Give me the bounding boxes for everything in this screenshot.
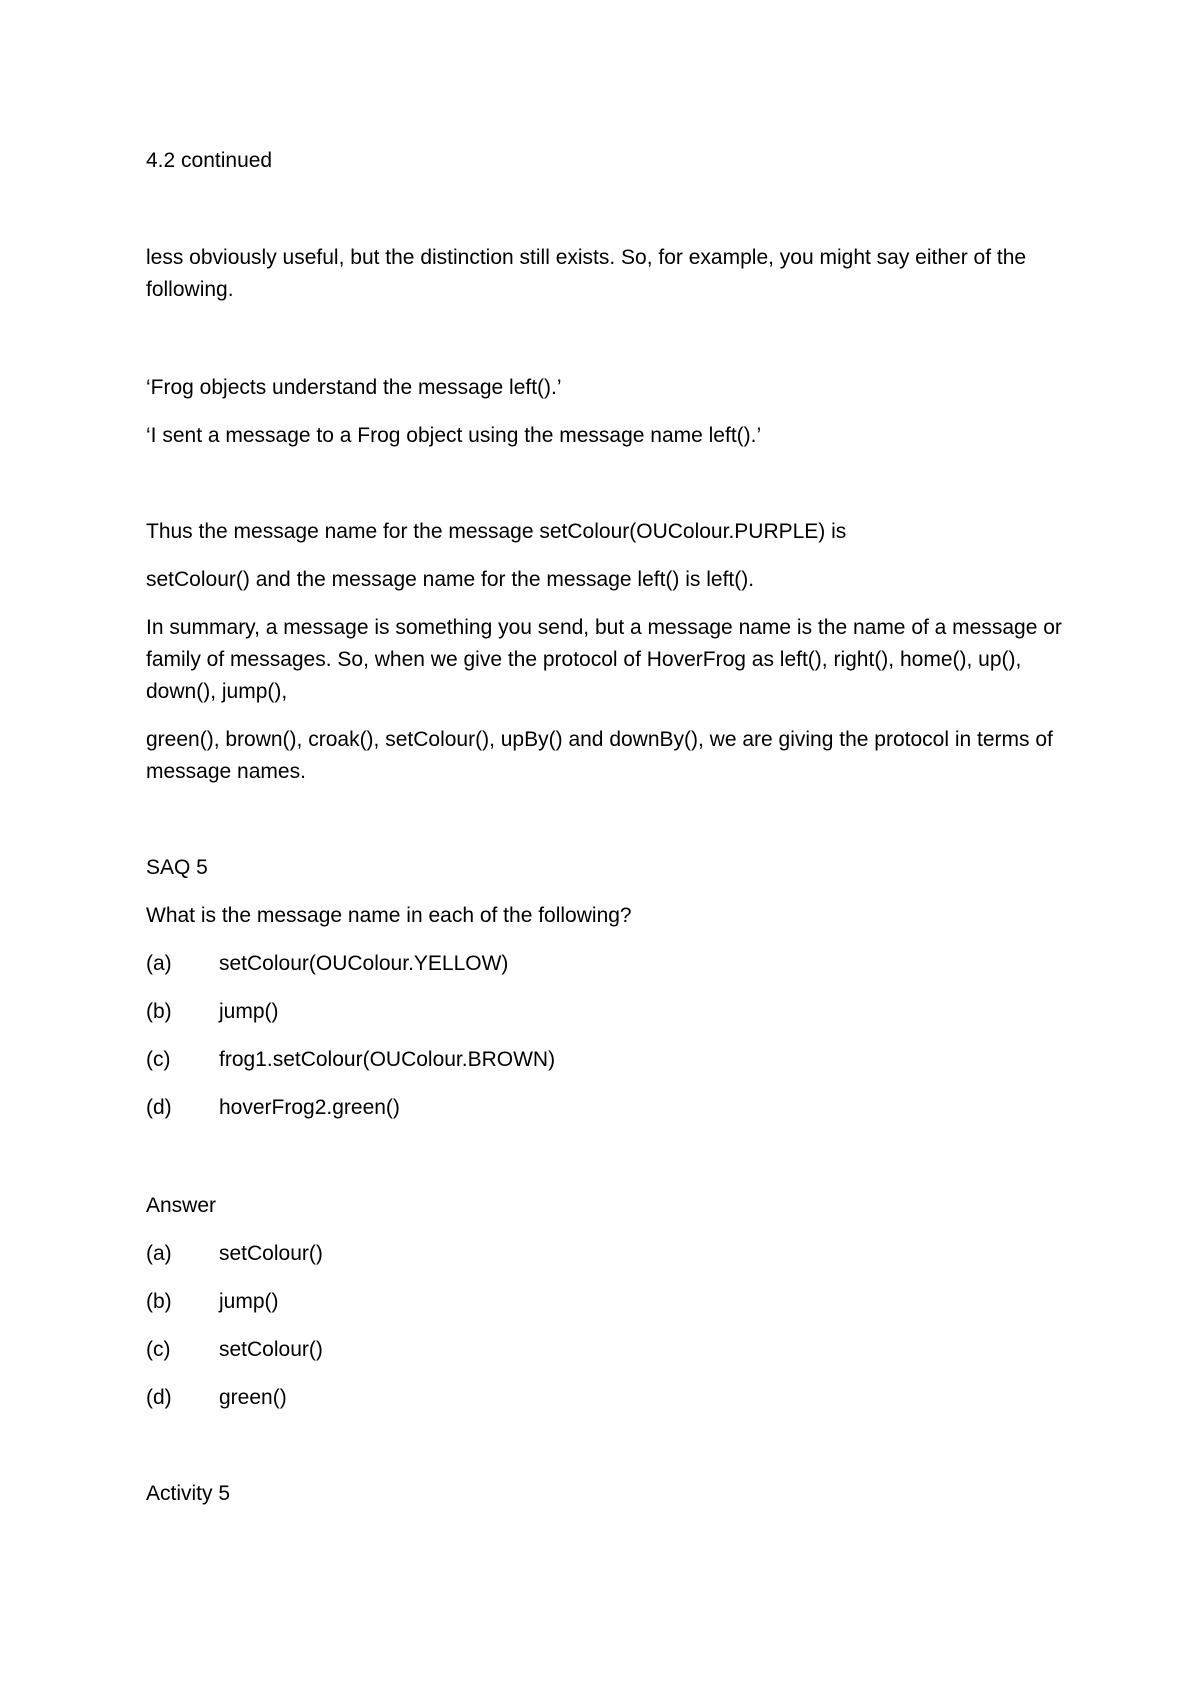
activity-title: Activity 5 (146, 1482, 231, 1505)
saq-item-label: (d) (146, 1096, 172, 1119)
answer-item-text: green() (219, 1386, 287, 1409)
saq-item (146, 996, 279, 1028)
answer-item-label: (a) (146, 1242, 172, 1265)
answer-item (146, 1382, 287, 1414)
saq-item-text: jump() (219, 1000, 279, 1023)
saq-item-text: frog1.setColour(OUColour.BROWN) (219, 1048, 556, 1071)
protocol-paragraph: green(), brown(), croak(), setColour(), upBy() and downBy(), we are giving the protocol in terms of message names. (146, 728, 1053, 783)
saq-question: What is the message name in each of the following? (146, 904, 632, 927)
saq-item-label: (b) (146, 1000, 172, 1023)
summary-paragraph: In summary, a message is something you send, but a message name is the name of a message or family of messages. So, when we give the protocol of HoverFrog as left(), right(), home(), up(), down(), jump(), (146, 616, 1062, 703)
saq-item-text: hoverFrog2.green() (219, 1096, 400, 1119)
answer-item-label: (d) (146, 1386, 172, 1409)
thus-line: Thus the message name for the message setColour(OUColour.PURPLE) is (146, 520, 847, 543)
saq-item (146, 1092, 400, 1124)
answer-item (146, 1238, 323, 1270)
intro-paragraph: less obviously useful, but the distinction still exists. So, for example, you might say either of the following. (146, 246, 1027, 301)
answer-item-text: setColour() (219, 1338, 323, 1361)
answer-title: Answer (146, 1194, 217, 1217)
setcolour-line: setColour() and the message name for the message left() is left(). (146, 568, 755, 591)
answer-item-text: setColour() (219, 1242, 323, 1265)
answer-item (146, 1286, 279, 1318)
answer-item (146, 1334, 323, 1366)
saq-title: SAQ 5 (146, 856, 208, 879)
answer-item-label: (b) (146, 1290, 172, 1313)
saq-item-label: (a) (146, 952, 172, 975)
answer-item-text: jump() (219, 1290, 279, 1313)
quote-line-2: ‘I sent a message to a Frog object using the message name left().’ (146, 424, 762, 447)
saq-item-text: setColour(OUColour.YELLOW) (219, 952, 509, 975)
quote-line-1: ‘Frog objects understand the message left().’ (146, 376, 562, 399)
saq-item (146, 1044, 555, 1076)
answer-item-label: (c) (146, 1338, 171, 1361)
saq-item (146, 948, 508, 980)
saq-item-label: (c) (146, 1048, 171, 1071)
section-heading: 4.2 continued (146, 149, 273, 172)
